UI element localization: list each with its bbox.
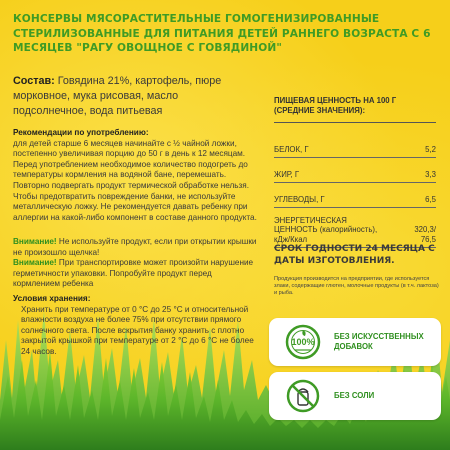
badge-label: БЕЗ ИСКУССТВЕННЫХ ДОБАВОК bbox=[334, 332, 424, 351]
production-note: Продукция производится на предприятии, где используется злаки, содержащие глютен, молочные продукты (в т.ч. лактоза) и рыба. bbox=[274, 276, 439, 297]
warning-click bbox=[13, 237, 261, 258]
badge-no-salt bbox=[269, 372, 441, 420]
nutrition-label: УГЛЕВОДЫ, Г bbox=[274, 195, 325, 204]
storage-text: Хранить при температуре от 0 °С до 25 °С и относительной влажности воздуха не более 75% при отсутствии прямого солнечного света. После вскрытия банку хранить с плотно закрытой крышкой при температуре от 2 °С до 6 °С не более 24 часов. bbox=[21, 304, 254, 356]
nutrition-table bbox=[274, 96, 436, 248]
no-salt-icon bbox=[285, 378, 321, 414]
nutrition-heading: ПИЩЕВАЯ ЦЕННОСТЬ НА 100 Г (СРЕДНИЕ ЗНАЧЕНИЯ): bbox=[274, 96, 436, 123]
warning-text: При транспортировке может произойти нарушение герметичности упаковки. Попробуйте продукт перед кормлением ребенка bbox=[13, 258, 254, 289]
nutrition-value: 6,5 bbox=[425, 195, 436, 204]
nutrition-row bbox=[274, 170, 436, 183]
badge-label: БЕЗ СОЛИ bbox=[334, 391, 375, 400]
composition-section bbox=[13, 74, 253, 118]
nutrition-row bbox=[274, 145, 436, 158]
nutrition-label: БЕЛОК, Г bbox=[274, 145, 309, 154]
composition-label: Состав: bbox=[13, 75, 55, 87]
nutrition-row bbox=[274, 195, 436, 208]
natural-100-icon bbox=[285, 324, 321, 360]
nutrition-value: 3,3 bbox=[425, 170, 436, 179]
storage-section bbox=[13, 294, 261, 358]
warning-label: Внимание! bbox=[13, 258, 57, 267]
recommendations-heading: Рекомендации по употреблению: bbox=[13, 128, 149, 137]
warning-text: Не используйте продукт, если при открытии крышки не произошло щелчка! bbox=[13, 237, 257, 257]
recommendations-text: для детей старше 6 месяцев начинайте с ½ чайной ложки, постепенно увеличивая порцию до 50 г в день к 12 месяцам. Перед употреблением необходимое количество подогреть до температуры кормления на водяной бане, перемешать. Повторно подвергать продукт термической обработке нельзя. Чтобы предотвратить повреждение банки, не используйте металлическую ложку. Не рекомендуется давать ребенку при аллергии на какой-либо компонент в составе данного продукта. bbox=[13, 138, 257, 222]
storage-heading: Условия хранения: bbox=[13, 294, 91, 303]
svg-text:100%: 100% bbox=[291, 337, 315, 347]
warning-label: Внимание! bbox=[13, 237, 57, 246]
badge-no-additives bbox=[269, 318, 441, 366]
nutrition-label: ЖИР, Г bbox=[274, 170, 300, 179]
nutrition-value: 5,2 bbox=[425, 145, 436, 154]
shelf-life: СРОК ГОДНОСТИ 24 МЕСЯЦА С ДАТЫ ИЗГОТОВЛЕНИЯ. bbox=[274, 244, 435, 266]
product-title: КОНСЕРВЫ МЯСОРАСТИТЕЛЬНЫЕ ГОМОГЕНИЗИРОВАННЫЕ СТЕРИЛИЗОВАННЫЕ ДЛЯ ПИТАНИЯ ДЕТЕЙ РАННЕГО ВОЗРАСТА С 6 МЕСЯЦЕВ "РАГУ ОВОЩНОЕ С ГОВЯДИНОЙ" bbox=[13, 13, 431, 54]
warning-transport bbox=[13, 258, 261, 290]
recommendations-section bbox=[13, 128, 261, 223]
nutrition-value: 320,3/ 76,5 bbox=[414, 225, 436, 244]
composition-text: Говядина 21%, картофель, пюре морковное, мука рисовая, масло подсолнечное, вода питьевая bbox=[13, 75, 222, 117]
nutrition-label: ЭНЕРГЕТИЧЕСКАЯ ЦЕННОСТЬ (калорийность), кДж/Ккал bbox=[274, 215, 378, 244]
